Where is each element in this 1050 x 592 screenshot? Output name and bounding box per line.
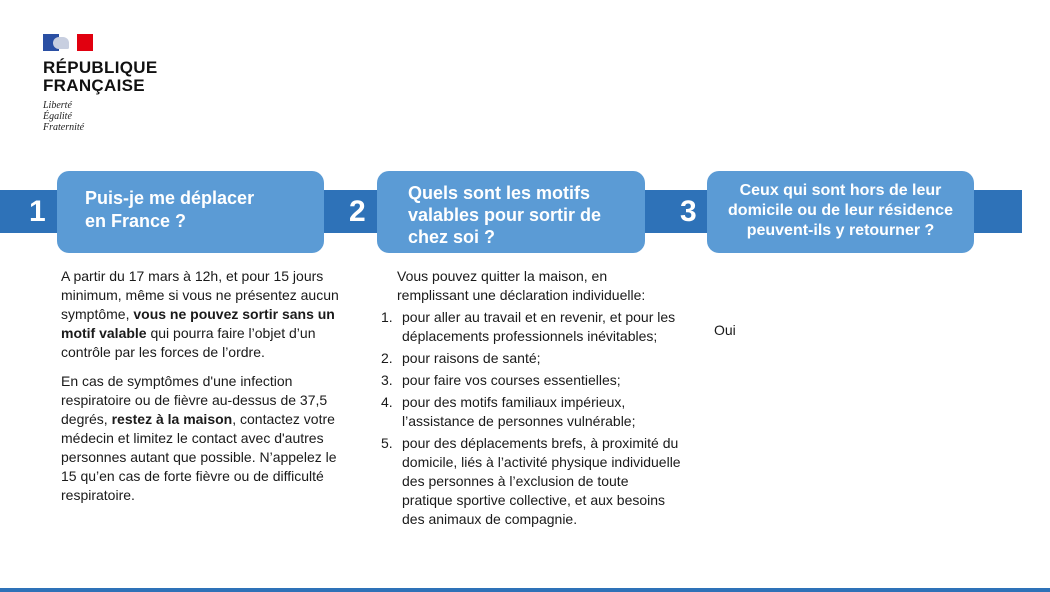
section-number-1: 1 (29, 195, 46, 228)
section-3-header: Ceux qui sont hors de leur domicile ou de leur résidence peuvent-ils y retourner ? (707, 171, 974, 253)
intro-text: Vous pouvez quitter la maison, en remplissant une déclaration individuelle: (397, 268, 646, 303)
list-item: 5. pour des déplacements brefs, à proximité du domicile, liés à l’activité physique individuelle des personnes à l’exclusion de toute pratique sportive collective, et aux besoins des animaux de compagnie. (381, 435, 681, 527)
section-1-body (61, 267, 351, 515)
section-3-answer: Oui (714, 322, 736, 338)
section-1-header: Puis-je me déplacer en France ? (57, 171, 324, 253)
list-item: 3. pour faire vos courses essentielles; (381, 372, 621, 388)
list-item: 1. pour aller au travail et en revenir, et pour les déplacements professionnels inévitables; (381, 309, 676, 344)
paragraph-1: A partir du 17 mars à 12h, et pour 15 jours minimum, même si vous ne présentez aucun symptôme, vous ne pouvez sortir sans un motif valable qui pourra faire l’objet d’un contrôle par les forces de l’ordre. (61, 268, 339, 360)
republique-francaise-logo (43, 34, 183, 133)
list-item: 4. pour des motifs familiaux impérieux, l’assistance de personnes vulnérable; (381, 394, 636, 429)
logo-motto: Liberté Égalité Fraternité (43, 100, 85, 133)
logo-wordmark: RÉPUBLIQUE FRANÇAISE (43, 58, 158, 95)
paragraph-2: En cas de symptômes d'une infection respiratoire ou de fièvre au-dessus de 37,5 degrés, restez à la maison, contactez votre médecin et limitez le contact avec d'autres personnes autant que possible. N’appelez le 15 qu’en cas de forte fièvre ou de difficulté respiratoire. (61, 373, 337, 503)
section-number-3: 3 (680, 195, 697, 228)
section-2-body (381, 267, 681, 532)
marianne-flag-icon (43, 34, 93, 51)
bottom-divider (0, 588, 1050, 592)
list-item: 2. pour raisons de santé; (381, 350, 541, 366)
section-2-header: Quels sont les motifs valables pour sortir de chez soi ? (377, 171, 645, 253)
section-number-2: 2 (349, 195, 366, 228)
motifs-list (381, 308, 681, 529)
